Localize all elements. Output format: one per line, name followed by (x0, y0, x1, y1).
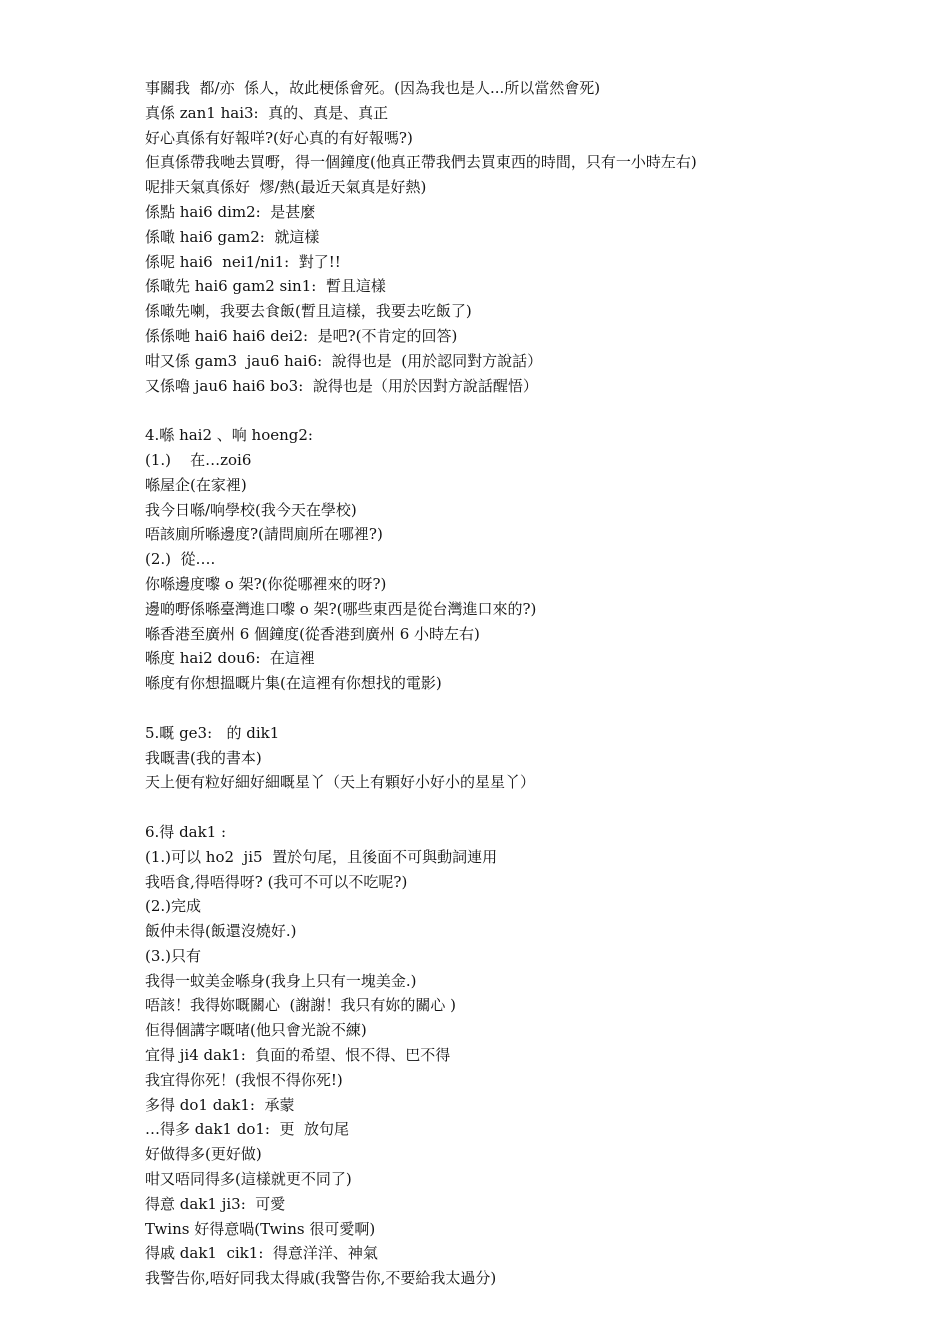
blank-line (145, 795, 905, 820)
text-line: 係噉先喇，我要去食飯(暫且這樣，我要去吃飯了) (145, 302, 472, 321)
section-heading: 5.嘅 ge3: 的 dik1 (145, 723, 280, 742)
text-line: 咁又唔同得多(這樣就更不同了) (145, 1170, 352, 1189)
text-line: 你喺邊度嚟 o 架?(你從哪裡來的呀?) (145, 574, 387, 593)
text-line: 我嘅書(我的書本) (145, 748, 262, 767)
text-line: 唔該廁所喺邊度?(請問廁所在哪裡?) (145, 525, 383, 544)
text-line: 好做得多(更好做) (145, 1145, 262, 1164)
document-body (145, 76, 905, 1291)
text-line: …得多 dak1 do1: 更 放句尾 (145, 1120, 350, 1139)
text-line: 邊啲嘢係喺臺灣進口嚟 o 架?(哪些東西是從台灣進口來的?) (145, 599, 537, 618)
text-line: (1.) 在…zoi6 (145, 450, 252, 469)
text-line: 係係哋 hai6 hai6 dei2: 是吧?(不肯定的回答) (145, 326, 458, 345)
text-line: 天上便有粒好細好細嘅星丫（天上有顆好小好小的星星丫） (145, 773, 536, 792)
text-line: 我警告你,唔好同我太得戚(我警告你,不要給我太過分) (145, 1269, 497, 1288)
text-line: 喺度 hai2 dou6: 在這裡 (145, 649, 315, 668)
text-line: 我唔食,得唔得呀? (我可不可以不吃呢?) (145, 872, 408, 891)
text-line: (1.)可以 ho2 ji5 置於句尾，且後面不可與動詞連用 (145, 847, 498, 866)
text-line: 係噉先 hai6 gam2 sin1: 暫且這樣 (145, 277, 386, 296)
text-line: 係呢 hai6 nei1/ni1: 對了!! (145, 252, 341, 271)
section-heading: 6.得 dak1 : (145, 822, 227, 841)
text-line: 事關我 都/亦 係人，故此梗係會死。(因為我也是人...所以當然會死) (145, 79, 601, 97)
text-line: 喺屋企(在家裡) (145, 475, 247, 494)
text-line: (2.) 從…. (145, 550, 216, 569)
text-line: 係點 hai6 dim2: 是甚麼 (145, 202, 316, 221)
blank-line (145, 696, 905, 721)
text-line: 佢得個講字嘅啫(他只會光說不練) (145, 1021, 367, 1040)
text-line: (3.)只有 (145, 946, 202, 965)
text-line: 得戚 dak1 cik1: 得意洋洋、神氣 (145, 1244, 378, 1263)
text-line: 咁又係 gam3 jau6 hai6: 說得也是 (用於認同對方說話） (145, 351, 543, 370)
text-line: 唔該！我得妳嘅關心 (謝謝！我只有妳的關心 ) (145, 996, 457, 1015)
text-line: 喺度有你想搵嘅片集(在這裡有你想找的電影) (145, 674, 442, 693)
text-line: 得意 dak1 ji3: 可愛 (145, 1194, 286, 1213)
text-line: 我宜得你死！(我恨不得你死!) (145, 1070, 343, 1089)
section-heading: 4.喺 hai2 、响 hoeng2: (145, 426, 313, 445)
text-line: 多得 do1 dak1: 承蒙 (145, 1095, 295, 1114)
text-line: 又係嚕 jau6 hai6 bo3: 說得也是（用於因對方說話醒悟） (145, 376, 538, 395)
text-line: 我今日喺/响學校(我今天在學校) (145, 500, 357, 519)
text-line: 呢排天氣真係好 熮/熱(最近天氣真是好熱) (145, 178, 427, 197)
text-line: Twins 好得意喎(Twins 很可愛啊) (145, 1219, 376, 1238)
text-line: 飯仲未得(飯還沒燒好.) (145, 922, 297, 941)
text-line: 喺香港至廣州 6 個鐘度(從香港到廣州 6 小時左右) (145, 624, 480, 643)
text-line: 宜得 ji4 dak1: 負面的希望、恨不得、巴不得 (145, 1046, 451, 1065)
blank-line (145, 398, 905, 423)
text-line: (2.)完成 (145, 897, 202, 916)
text-line: 好心真係有好報咩?(好心真的有好報嗎?) (145, 128, 413, 147)
text-line: 係噉 hai6 gam2: 就這樣 (145, 227, 320, 246)
text-line: 佢真係帶我哋去買嘢，得一個鐘度(他真正帶我們去買東西的時間，只有一小時左右) (145, 153, 697, 172)
text-line: 真係 zan1 hai3: 真的、真是、真正 (145, 103, 389, 122)
text-line: 我得一蚊美金喺身(我身上只有一塊美金.) (145, 971, 417, 990)
